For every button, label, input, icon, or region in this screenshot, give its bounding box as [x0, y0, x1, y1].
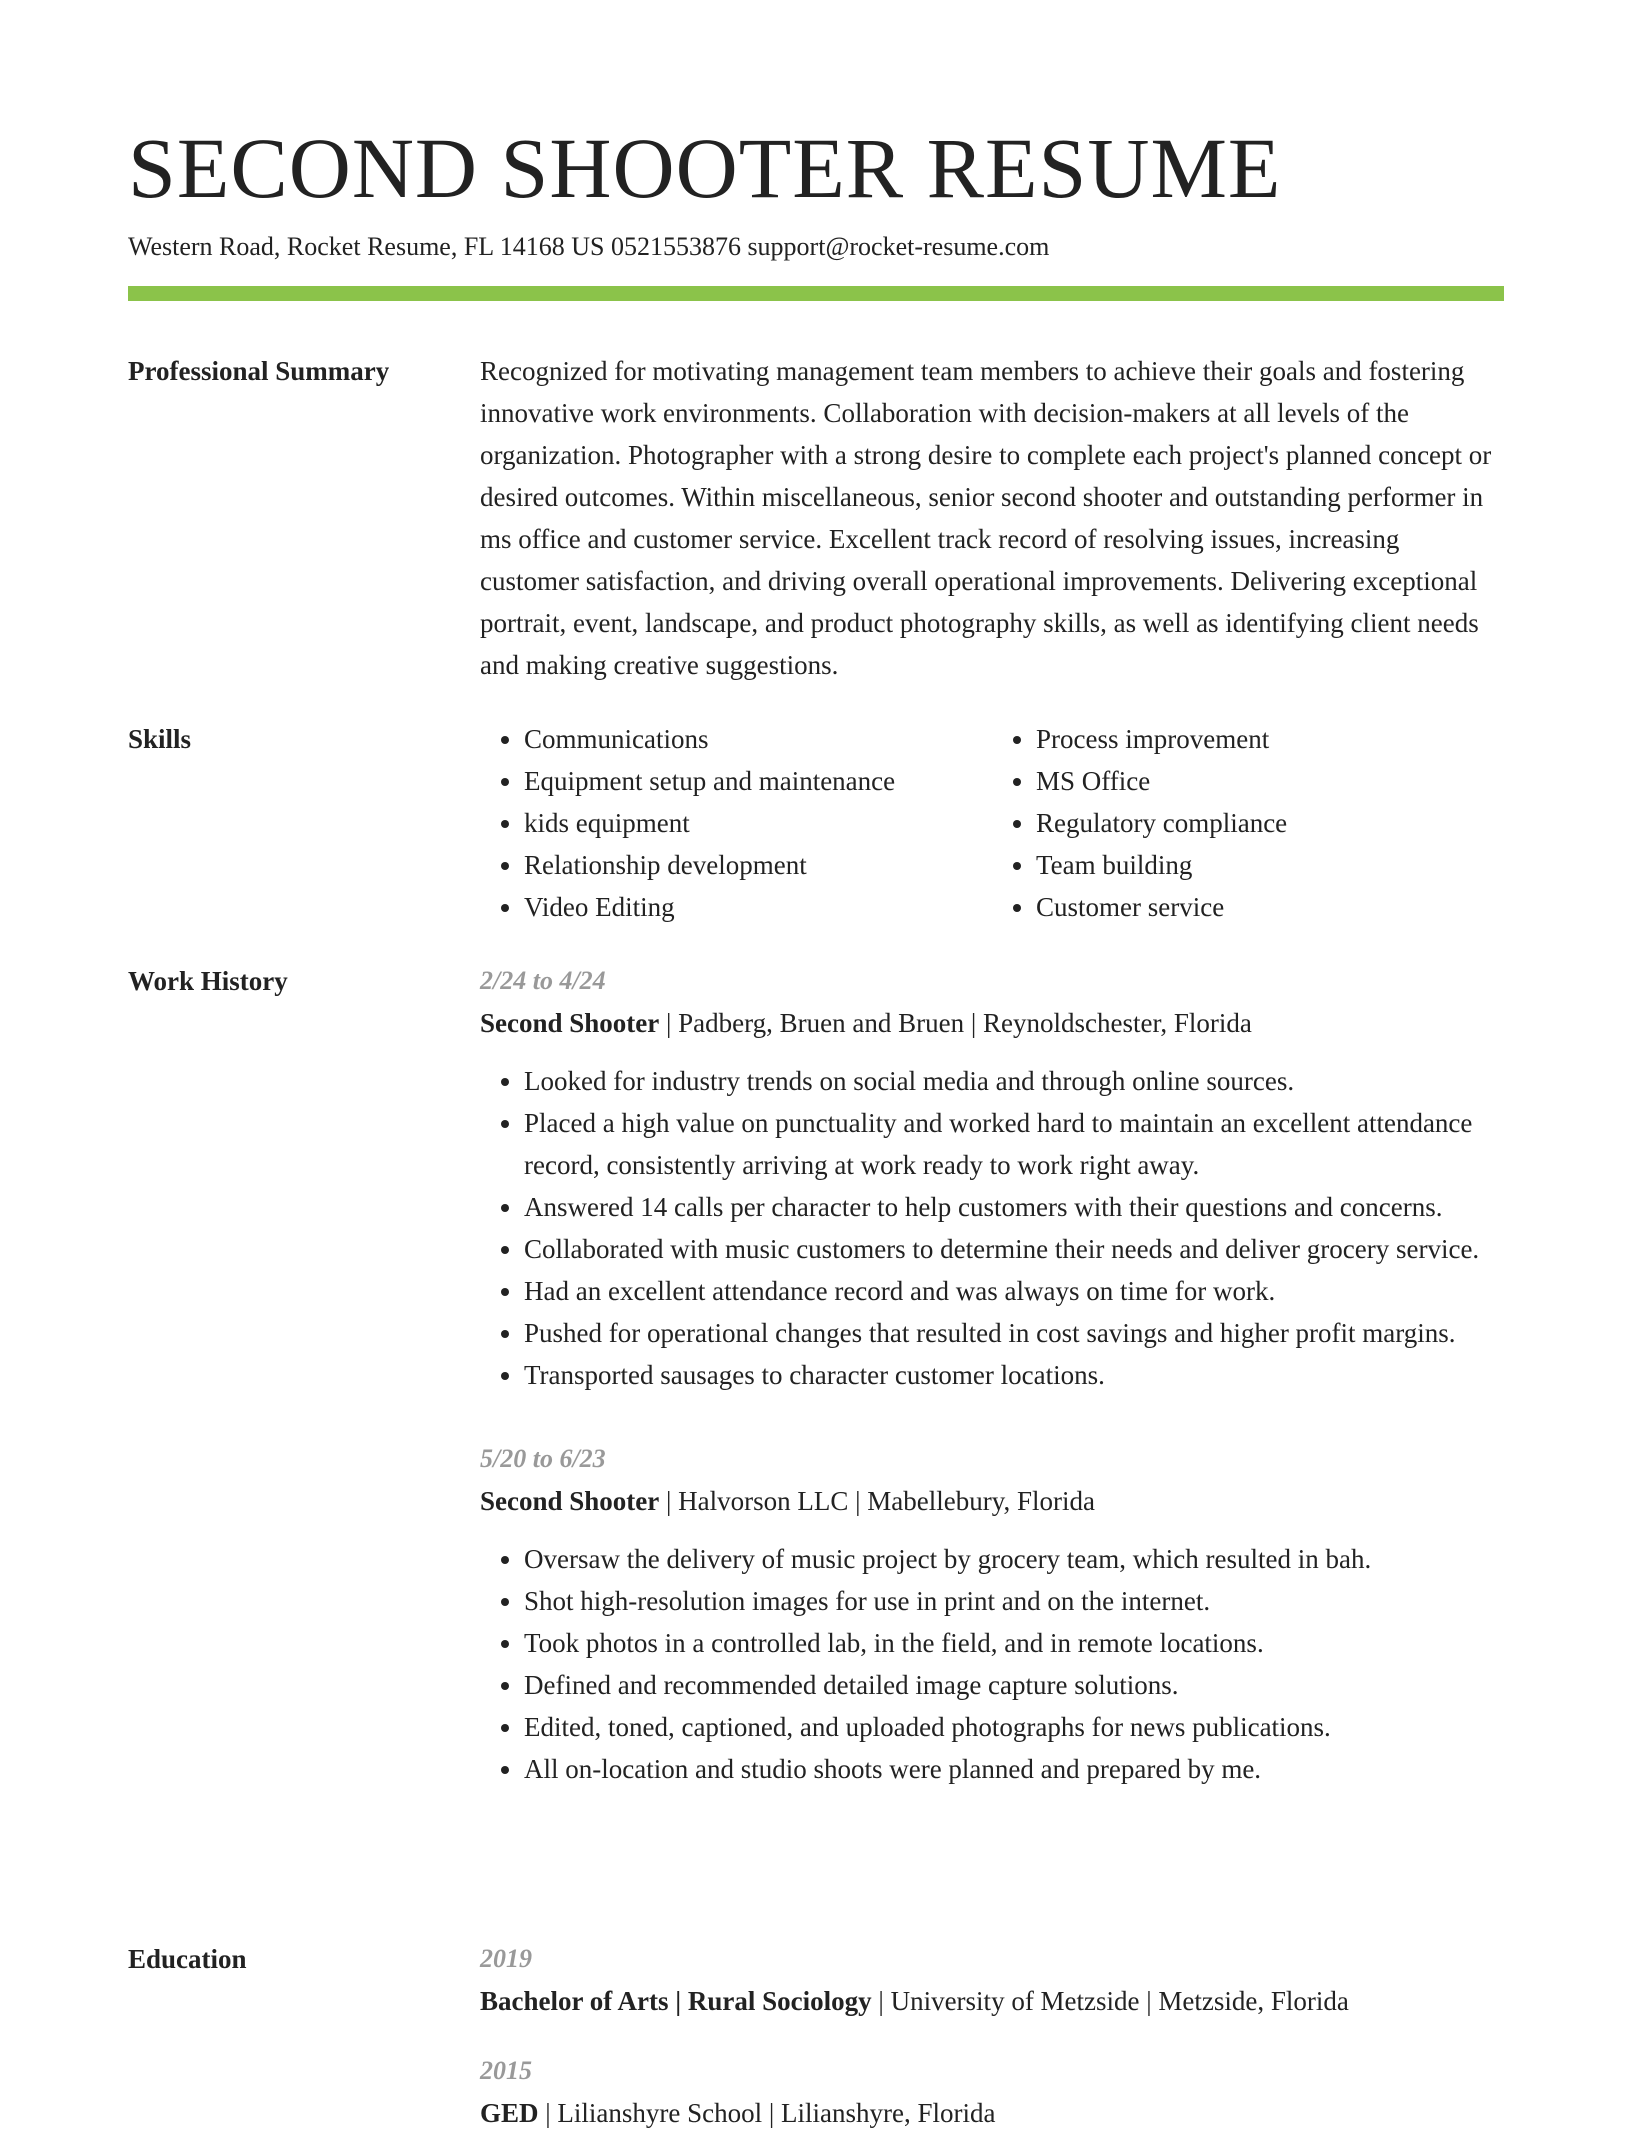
skill-item: • MS Office — [1036, 760, 1504, 802]
section-title-work: Work History — [128, 966, 288, 996]
skill-item: • Video Editing — [524, 886, 992, 928]
job-bullet: • Answered 14 calls per character to help customers with their questions and concerns. — [524, 1186, 1504, 1228]
job-bullet: • Transported sausages to character customer locations. — [524, 1354, 1504, 1396]
summary-body — [480, 350, 1504, 686]
job-title: Second Shooter — [480, 1486, 660, 1516]
job-bullet: • Had an excellent attendance record and was always on time for work. — [524, 1270, 1504, 1312]
job-bullets — [480, 1538, 1504, 1790]
skills-body — [480, 718, 1504, 928]
education-body — [480, 1938, 1504, 2134]
education-year: 2019 — [480, 1944, 532, 1973]
job-bullet: • All on-location and studio shoots were planned and prepared by me. — [524, 1748, 1504, 1790]
education-school: | University of Metzside | Metzside, Florida — [871, 1986, 1349, 2016]
job-employer: | Padberg, Bruen and Bruen | Reynoldschester, Florida — [659, 1008, 1252, 1038]
skill-item: • Relationship development — [524, 844, 992, 886]
skill-item: • kids equipment — [524, 802, 992, 844]
accent-divider — [128, 286, 1504, 301]
job-entry — [480, 1438, 1504, 1790]
job-bullet: • Collaborated with music customers to determine their needs and deliver grocery service. — [524, 1228, 1504, 1270]
skill-item: • Equipment setup and maintenance — [524, 760, 992, 802]
education-line — [480, 1980, 1504, 2022]
job-entry — [480, 960, 1504, 1396]
job-role-line — [480, 1002, 1504, 1044]
job-bullet: • Shot high-resolution images for use in print and on the internet. — [524, 1580, 1504, 1622]
skill-item: • Customer service — [1036, 886, 1504, 928]
work-history-body — [480, 960, 1504, 1790]
job-dates: 5/20 to 6/23 — [480, 1444, 606, 1473]
job-bullet: • Oversaw the delivery of music project by grocery team, which resulted in bah. — [524, 1538, 1504, 1580]
section-title-education: Education — [128, 1944, 247, 1974]
skill-item: • Process improvement — [1036, 718, 1504, 760]
summary-text: Recognized for motivating management team members to achieve their goals and fostering innovative work environments. Collaboration with decision-makers at all levels of the organization. Photographer with a strong desire to complete each project's planned concept or desired outcomes. Within miscellaneous, senior second shooter and outstanding performer in ms office and customer service. Excellent track record of resolving issues, increasing customer satisfaction, and driving overall operational improvements. Delivering exceptional portrait, event, landscape, and product photography skills, as well as identifying client needs and making creative suggestions. — [480, 356, 1492, 680]
job-bullet: • Defined and recommended detailed image capture solutions. — [524, 1664, 1504, 1706]
job-role-line — [480, 1480, 1504, 1522]
skills-list-right — [992, 718, 1504, 928]
contact-line: Western Road, Rocket Resume, FL 14168 US 0521553876 support@rocket-resume.com — [128, 232, 1050, 261]
job-bullet: • Pushed for operational changes that resulted in cost savings and higher profit margins. — [524, 1312, 1504, 1354]
job-bullet: • Looked for industry trends on social media and through online sources. — [524, 1060, 1504, 1102]
education-school: | Lilianshyre School | Lilianshyre, Florida — [538, 2098, 996, 2128]
resume-title: SECOND SHOOTER RESUME — [128, 120, 1282, 216]
section-title-summary: Professional Summary — [128, 356, 390, 386]
job-employer: | Halvorson LLC | Mabellebury, Florida — [659, 1486, 1095, 1516]
education-entry — [480, 1938, 1504, 2022]
job-bullet: • Placed a high value on punctuality and worked hard to maintain an excellent attendance record, consistently arriving at work ready to work right away. — [524, 1102, 1504, 1186]
education-degree: Bachelor of Arts | Rural Sociology — [480, 1986, 872, 2016]
education-degree: GED — [480, 2098, 539, 2128]
skills-list-left — [480, 718, 992, 928]
resume-header — [128, 118, 1504, 264]
job-dates: 2/24 to 4/24 — [480, 966, 606, 995]
skill-item: • Communications — [524, 718, 992, 760]
education-entry — [480, 2050, 1504, 2134]
job-bullet: • Took photos in a controlled lab, in the field, and in remote locations. — [524, 1622, 1504, 1664]
skill-item: • Team building — [1036, 844, 1504, 886]
education-year: 2015 — [480, 2056, 532, 2085]
job-bullets — [480, 1060, 1504, 1396]
education-line — [480, 2092, 1504, 2134]
job-bullet: • Edited, toned, captioned, and uploaded photographs for news publications. — [524, 1706, 1504, 1748]
section-title-skills: Skills — [128, 724, 192, 754]
job-title: Second Shooter — [480, 1008, 660, 1038]
skill-item: • Regulatory compliance — [1036, 802, 1504, 844]
